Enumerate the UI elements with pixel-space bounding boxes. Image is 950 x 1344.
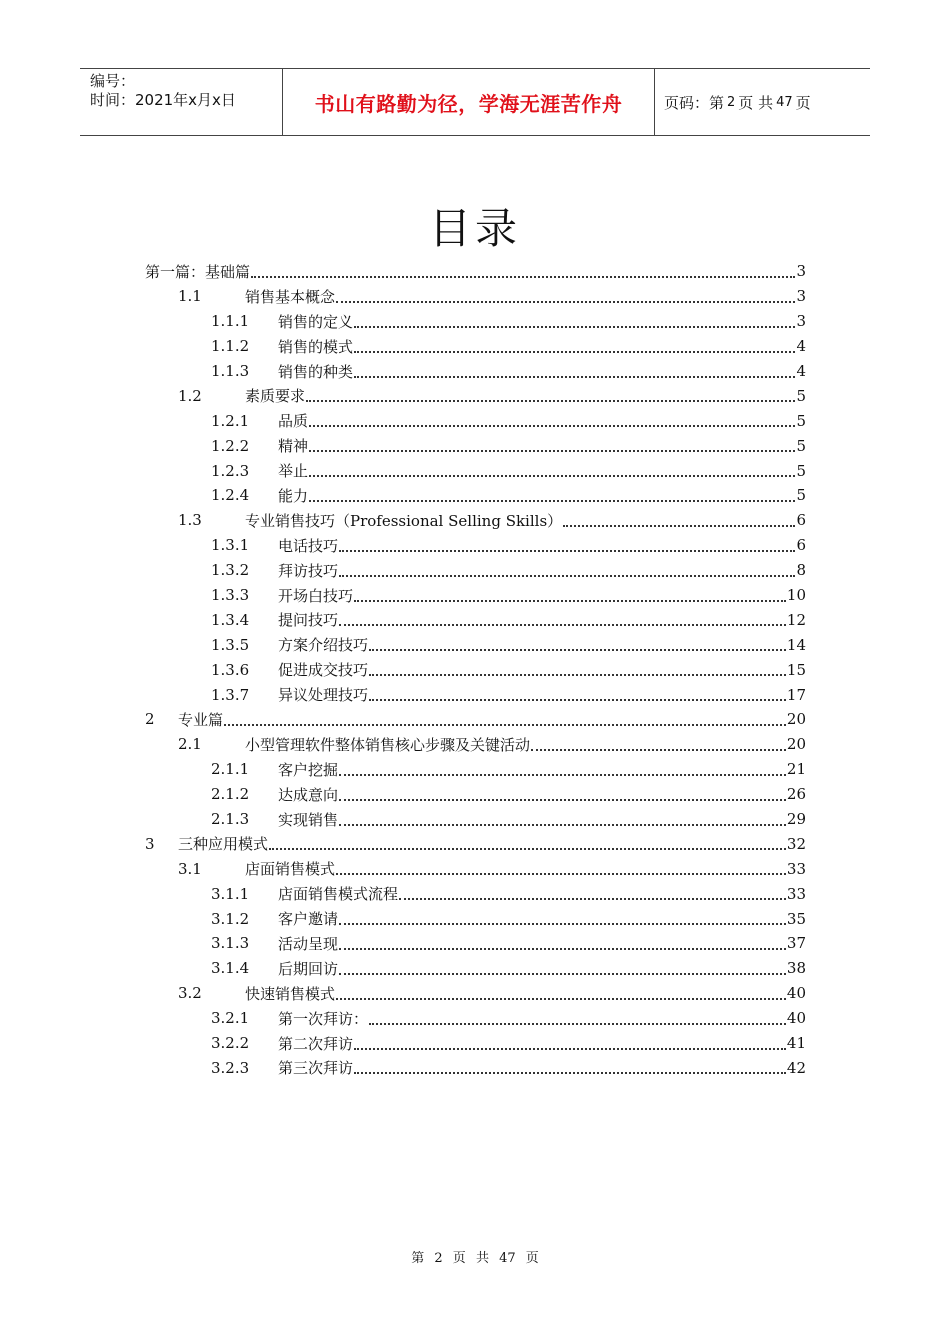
footer-word-gong: 共 (475, 1251, 489, 1266)
toc-entry-page: 33 (786, 859, 806, 878)
toc-entry-number: 3.1.2 (211, 909, 250, 928)
toc-entry[interactable] (145, 757, 806, 782)
toc-dot-leader (339, 560, 795, 577)
toc-entry-number: 1.2.3 (211, 461, 250, 480)
toc-entry-number: 3.2.2 (211, 1034, 250, 1053)
toc-entry[interactable] (145, 856, 806, 881)
toc-dot-leader (369, 684, 786, 701)
toc-dot-leader (369, 1008, 786, 1025)
toc-entry-line (278, 311, 806, 332)
toc-entry-title: 促进成交技巧 (278, 661, 369, 680)
toc-entry-number: 2.1.2 (211, 785, 250, 804)
toc-entry-title: 异议处理技巧 (278, 686, 369, 705)
toc-entry-number: 2.1.3 (211, 810, 250, 829)
toc-entry-page: 5 (796, 486, 806, 505)
toc-entry-page: 17 (786, 685, 806, 704)
toc-entry-line (278, 933, 806, 954)
toc-entry-page: 5 (796, 436, 806, 455)
toc-entry[interactable] (145, 657, 806, 682)
toc-entry[interactable] (145, 558, 806, 583)
toc-entry-line (278, 1008, 806, 1029)
header-meta-cell (80, 69, 282, 135)
toc-entry-number: 3.1.3 (211, 934, 250, 953)
toc-entry-title: 销售的种类 (278, 362, 354, 381)
toc-entry[interactable] (145, 408, 806, 433)
toc-entry-title: 专业销售技巧（Professional Selling Skills） (245, 511, 563, 530)
toc-entry-number: 1.1 (178, 287, 202, 306)
toc-entry-page: 3 (796, 262, 806, 281)
toc-dot-leader (354, 336, 795, 353)
toc-entry[interactable] (145, 259, 806, 284)
toc-entry-line (278, 336, 806, 357)
toc-entry[interactable] (145, 881, 806, 906)
page-title: 目录 (428, 204, 521, 253)
toc-entry-page: 29 (786, 810, 806, 829)
toc-entry-number: 2 (145, 710, 155, 729)
header-page-prefix: 页码：第 (664, 93, 725, 112)
toc-entry[interactable] (145, 583, 806, 608)
toc-entry-title: 客户挖掘 (278, 760, 339, 779)
toc-entry[interactable] (145, 1031, 806, 1056)
toc-entry-line (278, 609, 806, 630)
toc-entry-line (278, 1057, 806, 1078)
toc-entry-number: 1.3 (178, 511, 202, 530)
toc-entry[interactable] (145, 1056, 806, 1081)
toc-entry-line (245, 286, 806, 307)
toc-dot-leader (306, 385, 795, 402)
toc-dot-leader (339, 535, 795, 552)
toc-entry-page: 20 (786, 710, 806, 729)
toc-dot-leader (309, 460, 795, 477)
toc-entry[interactable] (145, 533, 806, 558)
toc-entry-line (178, 709, 806, 730)
toc-entry-line (278, 883, 806, 904)
toc-entry-title: 销售的定义 (278, 312, 354, 331)
toc-entry-number: 1.2.4 (211, 486, 250, 505)
toc-entry-title: 第三次拜访 (278, 1059, 354, 1078)
footer-total-pages: 47 (499, 1251, 516, 1266)
toc-entry[interactable] (145, 483, 806, 508)
toc-entry-title: 品质 (278, 412, 309, 431)
toc-entry-line (245, 385, 806, 406)
toc-entry-title: 开场白技巧 (278, 586, 354, 605)
toc-entry-title: 第一次拜访： (278, 1009, 369, 1028)
toc-entry-number: 1.3.3 (211, 586, 250, 605)
toc-dot-leader (269, 833, 786, 850)
toc-entry-page: 10 (786, 586, 806, 605)
toc-dot-leader (336, 858, 786, 875)
toc-entry-line (245, 983, 806, 1004)
toc-entry-line (278, 958, 806, 979)
table-of-contents (145, 259, 806, 1080)
toc-entry-page: 14 (786, 635, 806, 654)
toc-dot-leader (251, 261, 795, 278)
toc-dot-leader (369, 634, 786, 651)
toc-entry[interactable] (145, 732, 806, 757)
header-page-suffix: 页 (795, 93, 811, 112)
toc-entry-page: 4 (796, 362, 806, 380)
toc-entry-title: 方案介绍技巧 (278, 636, 369, 655)
toc-dot-leader (339, 759, 786, 776)
toc-entry-page: 15 (786, 660, 806, 679)
toc-entry-line (278, 784, 806, 805)
page-footer (0, 1247, 950, 1266)
toc-entry-page: 3 (796, 287, 806, 306)
toc-entry[interactable] (145, 707, 806, 732)
toc-dot-leader (336, 286, 795, 303)
toc-entry-number: 1.2.1 (211, 411, 250, 430)
toc-entry-title: 店面销售模式流程 (278, 885, 399, 904)
toc-entry-number: 3.2 (178, 984, 202, 1003)
toc-entry-title: 能力 (278, 486, 309, 505)
toc-entry-title: 后期回访 (278, 959, 339, 978)
toc-entry-title: 素质要求 (245, 387, 306, 406)
toc-entry[interactable] (145, 981, 806, 1006)
toc-dot-leader (531, 734, 786, 751)
toc-entry-line (278, 435, 806, 456)
toc-entry-page: 6 (796, 511, 806, 530)
toc-dot-leader (354, 1057, 786, 1074)
header-page-total: 47 (776, 94, 793, 110)
header-page-info (655, 69, 870, 135)
toc-entry-number: 3.2.3 (211, 1058, 250, 1077)
toc-entry-page: 33 (786, 884, 806, 903)
toc-entry-line (278, 634, 806, 655)
toc-entry[interactable] (145, 682, 806, 707)
toc-entry-page: 40 (786, 984, 806, 1003)
header-motto: 书山有路勤为径，学海无涯苦作舟 (282, 69, 655, 135)
toc-entry[interactable] (145, 807, 806, 832)
footer-word-di: 第 (411, 1251, 425, 1266)
toc-entry-line (278, 361, 806, 382)
toc-dot-leader (563, 510, 795, 527)
toc-dot-leader (354, 361, 795, 378)
toc-entry-line (278, 684, 806, 705)
toc-entry-number: 1.2.2 (211, 436, 250, 455)
document-code-label: 编号： (90, 72, 136, 90)
toc-entry-title: 电话技巧 (278, 536, 339, 555)
toc-entry-line (278, 535, 806, 556)
toc-entry-page: 5 (796, 411, 806, 430)
toc-entry-line (245, 734, 806, 755)
toc-dot-leader (339, 908, 786, 925)
toc-entry-page: 32 (786, 834, 806, 853)
toc-entry-number: 1.3.1 (211, 536, 250, 555)
toc-entry-title: 专业篇 (178, 710, 224, 729)
toc-entry[interactable] (145, 632, 806, 657)
toc-entry-page: 5 (796, 461, 806, 480)
toc-dot-leader (339, 784, 786, 801)
footer-word-ye: 页 (452, 1251, 466, 1266)
toc-entry[interactable] (145, 956, 806, 981)
toc-entry-page: 35 (786, 909, 806, 928)
toc-entry-number: 2.1.1 (211, 760, 250, 779)
toc-entry[interactable] (145, 831, 806, 856)
toc-entry-page: 4 (796, 337, 806, 356)
toc-entry-page: 21 (786, 760, 806, 779)
toc-entry-number: 1.3.4 (211, 610, 250, 629)
toc-dot-leader (339, 933, 786, 950)
toc-entry-line (278, 560, 806, 581)
toc-entry[interactable] (145, 1006, 806, 1031)
toc-dot-leader (339, 809, 786, 826)
toc-entry-page: 38 (786, 959, 806, 978)
toc-entry-page: 40 (786, 1009, 806, 1028)
toc-entry-line (278, 585, 806, 606)
toc-entry[interactable] (145, 782, 806, 807)
toc-entry[interactable] (145, 931, 806, 956)
toc-entry-title: 店面销售模式 (245, 860, 336, 879)
toc-dot-leader (354, 585, 786, 602)
toc-dot-leader (369, 659, 786, 676)
toc-entry-line (178, 833, 806, 854)
toc-dot-leader (336, 983, 786, 1000)
toc-dot-leader (339, 609, 786, 626)
toc-entry[interactable] (145, 607, 806, 632)
toc-entry-number: 3.1.1 (211, 884, 250, 903)
toc-entry-line (278, 460, 806, 481)
header-page-middle: 页 共 (738, 93, 774, 112)
toc-entry[interactable] (145, 433, 806, 458)
toc-entry-number: 2.1 (178, 735, 202, 754)
toc-entry-title: 提问技巧 (278, 611, 339, 630)
toc-entry-line (278, 485, 806, 506)
toc-entry-number: 1.2 (178, 386, 202, 405)
toc-entry-title: 三种应用模式 (178, 835, 269, 854)
toc-entry-title: 第一篇：基础篇 (145, 262, 251, 281)
toc-entry[interactable] (145, 508, 806, 533)
toc-entry-line (278, 1033, 806, 1054)
document-date-label: 时间：2021年x月x日 (90, 91, 236, 109)
toc-entry-number: 3.2.1 (211, 1009, 250, 1028)
toc-entry[interactable] (145, 458, 806, 483)
toc-entry-page: 26 (786, 785, 806, 804)
toc-entry-number: 1.3.2 (211, 561, 250, 580)
toc-entry[interactable] (145, 383, 806, 408)
toc-dot-leader (224, 709, 786, 726)
toc-entry-number: 3.1 (178, 859, 202, 878)
toc-entry-line (278, 809, 806, 830)
toc-entry-page: 37 (786, 934, 806, 953)
toc-entry[interactable] (145, 309, 806, 334)
toc-entry-title: 快速销售模式 (245, 984, 336, 1003)
toc-entry-page: 3 (796, 312, 806, 331)
toc-entry[interactable] (145, 359, 806, 384)
toc-entry-title: 第二次拜访 (278, 1034, 354, 1053)
footer-current-page: 2 (434, 1251, 443, 1266)
toc-entry-title: 达成意向 (278, 785, 339, 804)
toc-entry-number: 1.3.7 (211, 685, 250, 704)
toc-entry-title: 实现销售 (278, 810, 339, 829)
toc-entry-line (278, 410, 806, 431)
toc-entry-title: 举止 (278, 462, 309, 481)
toc-entry-number: 1.3.5 (211, 635, 250, 654)
toc-entry-line (278, 759, 806, 780)
toc-entry-page: 8 (796, 561, 806, 580)
toc-entry-line (278, 659, 806, 680)
toc-entry-title: 精神 (278, 437, 309, 456)
toc-entry[interactable] (145, 284, 806, 309)
toc-entry-page: 42 (786, 1058, 806, 1077)
toc-entry-title: 活动呈现 (278, 934, 339, 953)
toc-entry-title: 销售基本概念 (245, 287, 336, 306)
toc-entry-page: 20 (786, 735, 806, 754)
toc-entry-page: 6 (796, 536, 806, 555)
toc-entry-number: 1.1.2 (211, 337, 250, 356)
toc-entry-title: 销售的模式 (278, 337, 354, 356)
toc-entry-title: 拜访技巧 (278, 561, 339, 580)
toc-dot-leader (354, 1033, 786, 1050)
toc-dot-leader (309, 485, 795, 502)
toc-dot-leader (309, 435, 795, 452)
toc-dot-leader (339, 958, 786, 975)
header-page-current: 2 (727, 94, 736, 110)
toc-entry-page: 41 (786, 1034, 806, 1053)
toc-entry-number: 1.1.1 (211, 312, 250, 331)
toc-entry-title: 客户邀请 (278, 910, 339, 929)
toc-entry-number: 3.1.4 (211, 959, 250, 978)
toc-entry-number: 1.1.3 (211, 362, 250, 380)
toc-entry-page: 5 (796, 386, 806, 405)
toc-dot-leader (309, 410, 795, 427)
toc-dot-leader (354, 311, 795, 328)
toc-entry-number: 1.3.6 (211, 660, 250, 679)
toc-entry[interactable] (145, 334, 806, 359)
toc-entry-line (278, 908, 806, 929)
toc-entry-line (145, 261, 806, 282)
toc-entry-line (245, 510, 806, 531)
document-header (80, 68, 870, 136)
toc-entry-number: 3 (145, 834, 155, 853)
footer-word-ye-end: 页 (525, 1251, 539, 1266)
toc-entry-title: 小型管理软件整体销售核心步骤及关键活动 (245, 735, 531, 754)
toc-entry-line (245, 858, 806, 879)
toc-entry[interactable] (145, 906, 806, 931)
toc-dot-leader (399, 883, 786, 900)
toc-entry-page: 12 (786, 610, 806, 629)
